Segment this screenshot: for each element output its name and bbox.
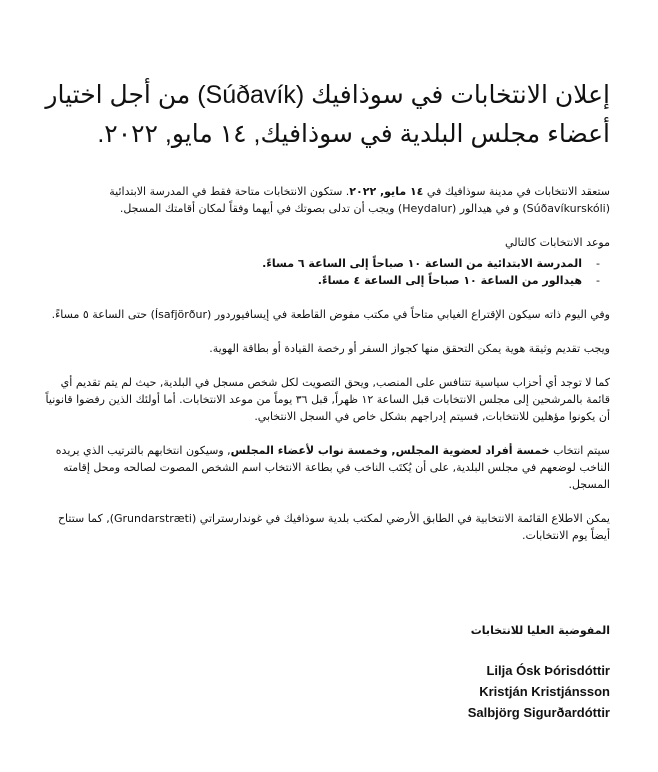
election-date: ١٤ مايو, ٢٠٢٢ [349,185,424,198]
street-name: Grundarstræti [114,512,192,525]
p1-text-a: ستعقد الانتخابات في مدينة سوذافيك في [423,185,610,198]
p7-text-a: يمكن الاطلاع القائمة الانتخابية في الطابق الأرضي لمكتب بلدية سوذافيك في غوندارستراتي ( [191,512,610,525]
signer-name: Salbjörg Sigurðardóttir [467,705,610,720]
paragraph-voter-register [40,510,610,544]
heydalur-name: Heydalur [402,202,453,215]
p6-text-b: , وسيكون انتخابهم بالترتيب الذي يريده الناخب لوضعهم في مجلس البلدية, على أن يُكتَب الناخب في بطاعة الانتخاب اسم الشخص المصوت لصالحه ومحل إقامته المسجل. [55,444,610,491]
announcement-body [40,183,610,561]
p3-text-b: ) حتى الساعة ٥ مساءً. [51,308,155,321]
schedule-intro: موعد الانتخابات كالتالي [505,236,610,249]
paragraph-absentee-voting [40,306,610,323]
signoff-commission: المفوضية العليا للانتخابات [470,624,610,637]
page-title [40,76,610,154]
isafjordur-name: Ísafjörður [154,308,208,321]
p1-text-c: ) و في هيدالور ( [452,202,527,215]
paragraph-council-seats [40,442,610,493]
schedule-list [40,255,610,289]
signer-name: Lilja Ósk Þórisdóttir [486,663,610,678]
signers-list [468,660,610,723]
title-line-2: أعضاء مجلس البلدية في سوذافيك, ١٤ مايو, ٢٠٢٢. [97,120,610,148]
council-seats-bold: خمسة أفراد لعضوية المجلس, وخمسة نواب لأعضاء المجلس [230,444,550,457]
p7-text-b: ), كما ستتاح أيضاً يوم الانتخابات. [57,512,610,542]
paragraph-eligibility: كما لا توجد أي أحزاب سياسية تتنافس على المنصب, ويحق التصويت لكل شخص مسجل في البلدية, حيث لم يتم تقديم أي قائمة بالمرشحين إلى مجلس الانتخابات قبل الساعة ١٢ ظهراً, قبل ٣٦ يوماً من موعد الانتخابات. أما أولئك الذين رفضوا قانونياً أن يكونوا مؤهلين للانتخابات, فسيتم إدراجهم بشكل خاص في السجل الانتخابي. [45,376,610,423]
schedule-item-school: - المدرسة الابتدائية من الساعة ١٠ صباحاً إلى الساعة ٦ مساءً. [40,255,582,272]
p3-text-a: وفي اليوم ذاته سيكون الإقتراع الغيابي متاحاً في مكتب مفوض القاطعة في إيسافيوردور ( [207,308,610,321]
paragraph-election-location [40,183,610,217]
paragraph-id-requirement: ويجب تقديم وثيقة هوية يمكن التحقق منها كجواز السفر أو رخصة القيادة أو بطاقة الهوية. [209,342,610,355]
p1-text-d: ) ويجب أن تدلى بصوتك في أيهما وفقاً لمكان أقامتك المسجل. [119,202,403,215]
schedule-item-heydalur: - هيدالور من الساعة ١٠ صباحاً إلى الساعة ٤ مساءً. [40,272,582,289]
p1-text-b: . ستكون الانتخابات متاحة فقط في المدرسة الابتدائية ( [109,185,610,215]
school-name: Súðavíkurskóli [526,202,606,215]
title-line-1: إعلان الانتخابات في سوذافيك (Súðavík) من أجل اختيار [45,81,610,109]
p6-text-a: سيتم انتخاب [549,444,610,457]
signer-name: Kristján Kristjánsson [479,684,610,699]
